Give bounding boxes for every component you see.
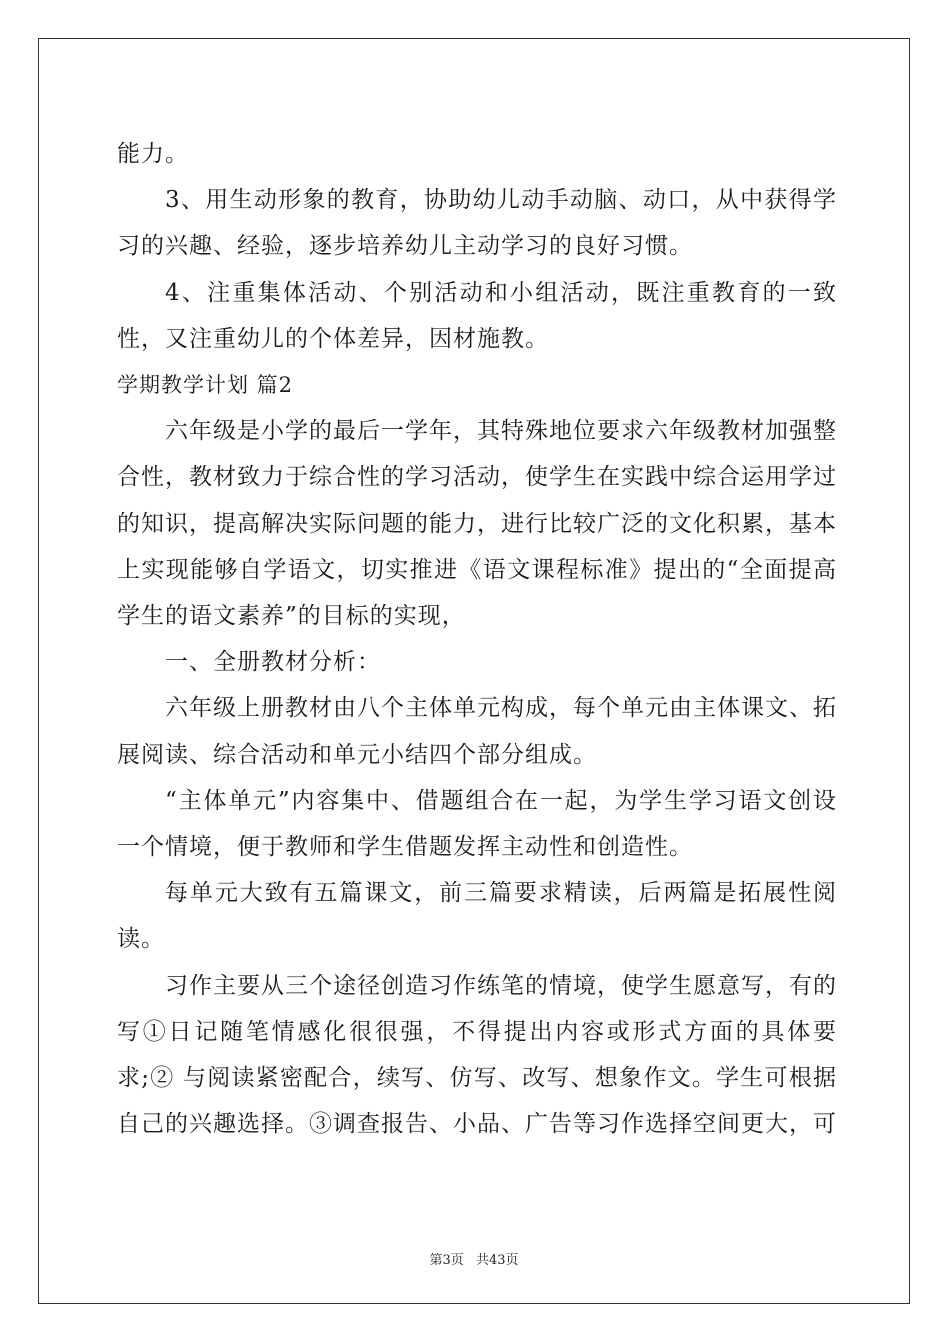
page-total: 共43页 <box>475 1253 519 1268</box>
paragraph: 能力。 <box>117 141 189 167</box>
paragraph: “主体单元”内容集中、借题组合在一起，为学生学习语文创设一个情境，便于教师和学生借题发挥主动性和创造性。 <box>117 787 837 861</box>
page-number: 第3页 <box>429 1253 464 1268</box>
page-frame <box>38 38 910 1304</box>
section-heading: 学期教学计划 篇2 <box>117 373 294 398</box>
document-body <box>117 131 837 1147</box>
paragraph: 每单元大致有五篇课文，前三篇要求精读，后两篇是拓展性阅读。 <box>117 880 837 953</box>
page-footer <box>39 1249 909 1268</box>
paragraph: 一、全册教材分析： <box>165 649 381 676</box>
paragraph: 六年级上册教材由八个主体单元构成，每个单元由主体课文、拓展阅读、综合活动和单元小结四个部分组成。 <box>117 695 837 768</box>
paragraph: 六年级是小学的最后一学年，其特殊地位要求六年级教材加强整合性，教材致力于综合性的学习活动，使学生在实践中综合运用学过的知识，提高解决实际问题的能力，进行比较广泛的文化积累，基本上实现能够自学语文，切实推进《语文课程标准》提出的“全面提高学生的语文素养”的目标的实现， <box>117 418 837 630</box>
paragraph: 3、用生动形象的教育，协助幼儿动手动脑、动口，从中获得学习的兴趣、经验，逐步培养幼儿主动学习的良好习惯。 <box>117 187 837 260</box>
paragraph: 4、注重集体活动、个别活动和小组活动，既注重教育的一致性，又注重幼儿的个体差异，因材施教。 <box>117 279 837 352</box>
paragraph: 习作主要从三个途径创造习作练笔的情境，使学生愿意写，有的写①日记随笔情感化很很强，不得提出内容或形式方面的具体要求;② 与阅读紧密配合，续写、仿写、改写、想象作文。学生可根据自己的兴趣选择。③调查报告、小品、广告等习作选择空间更大，可 <box>117 972 837 1138</box>
